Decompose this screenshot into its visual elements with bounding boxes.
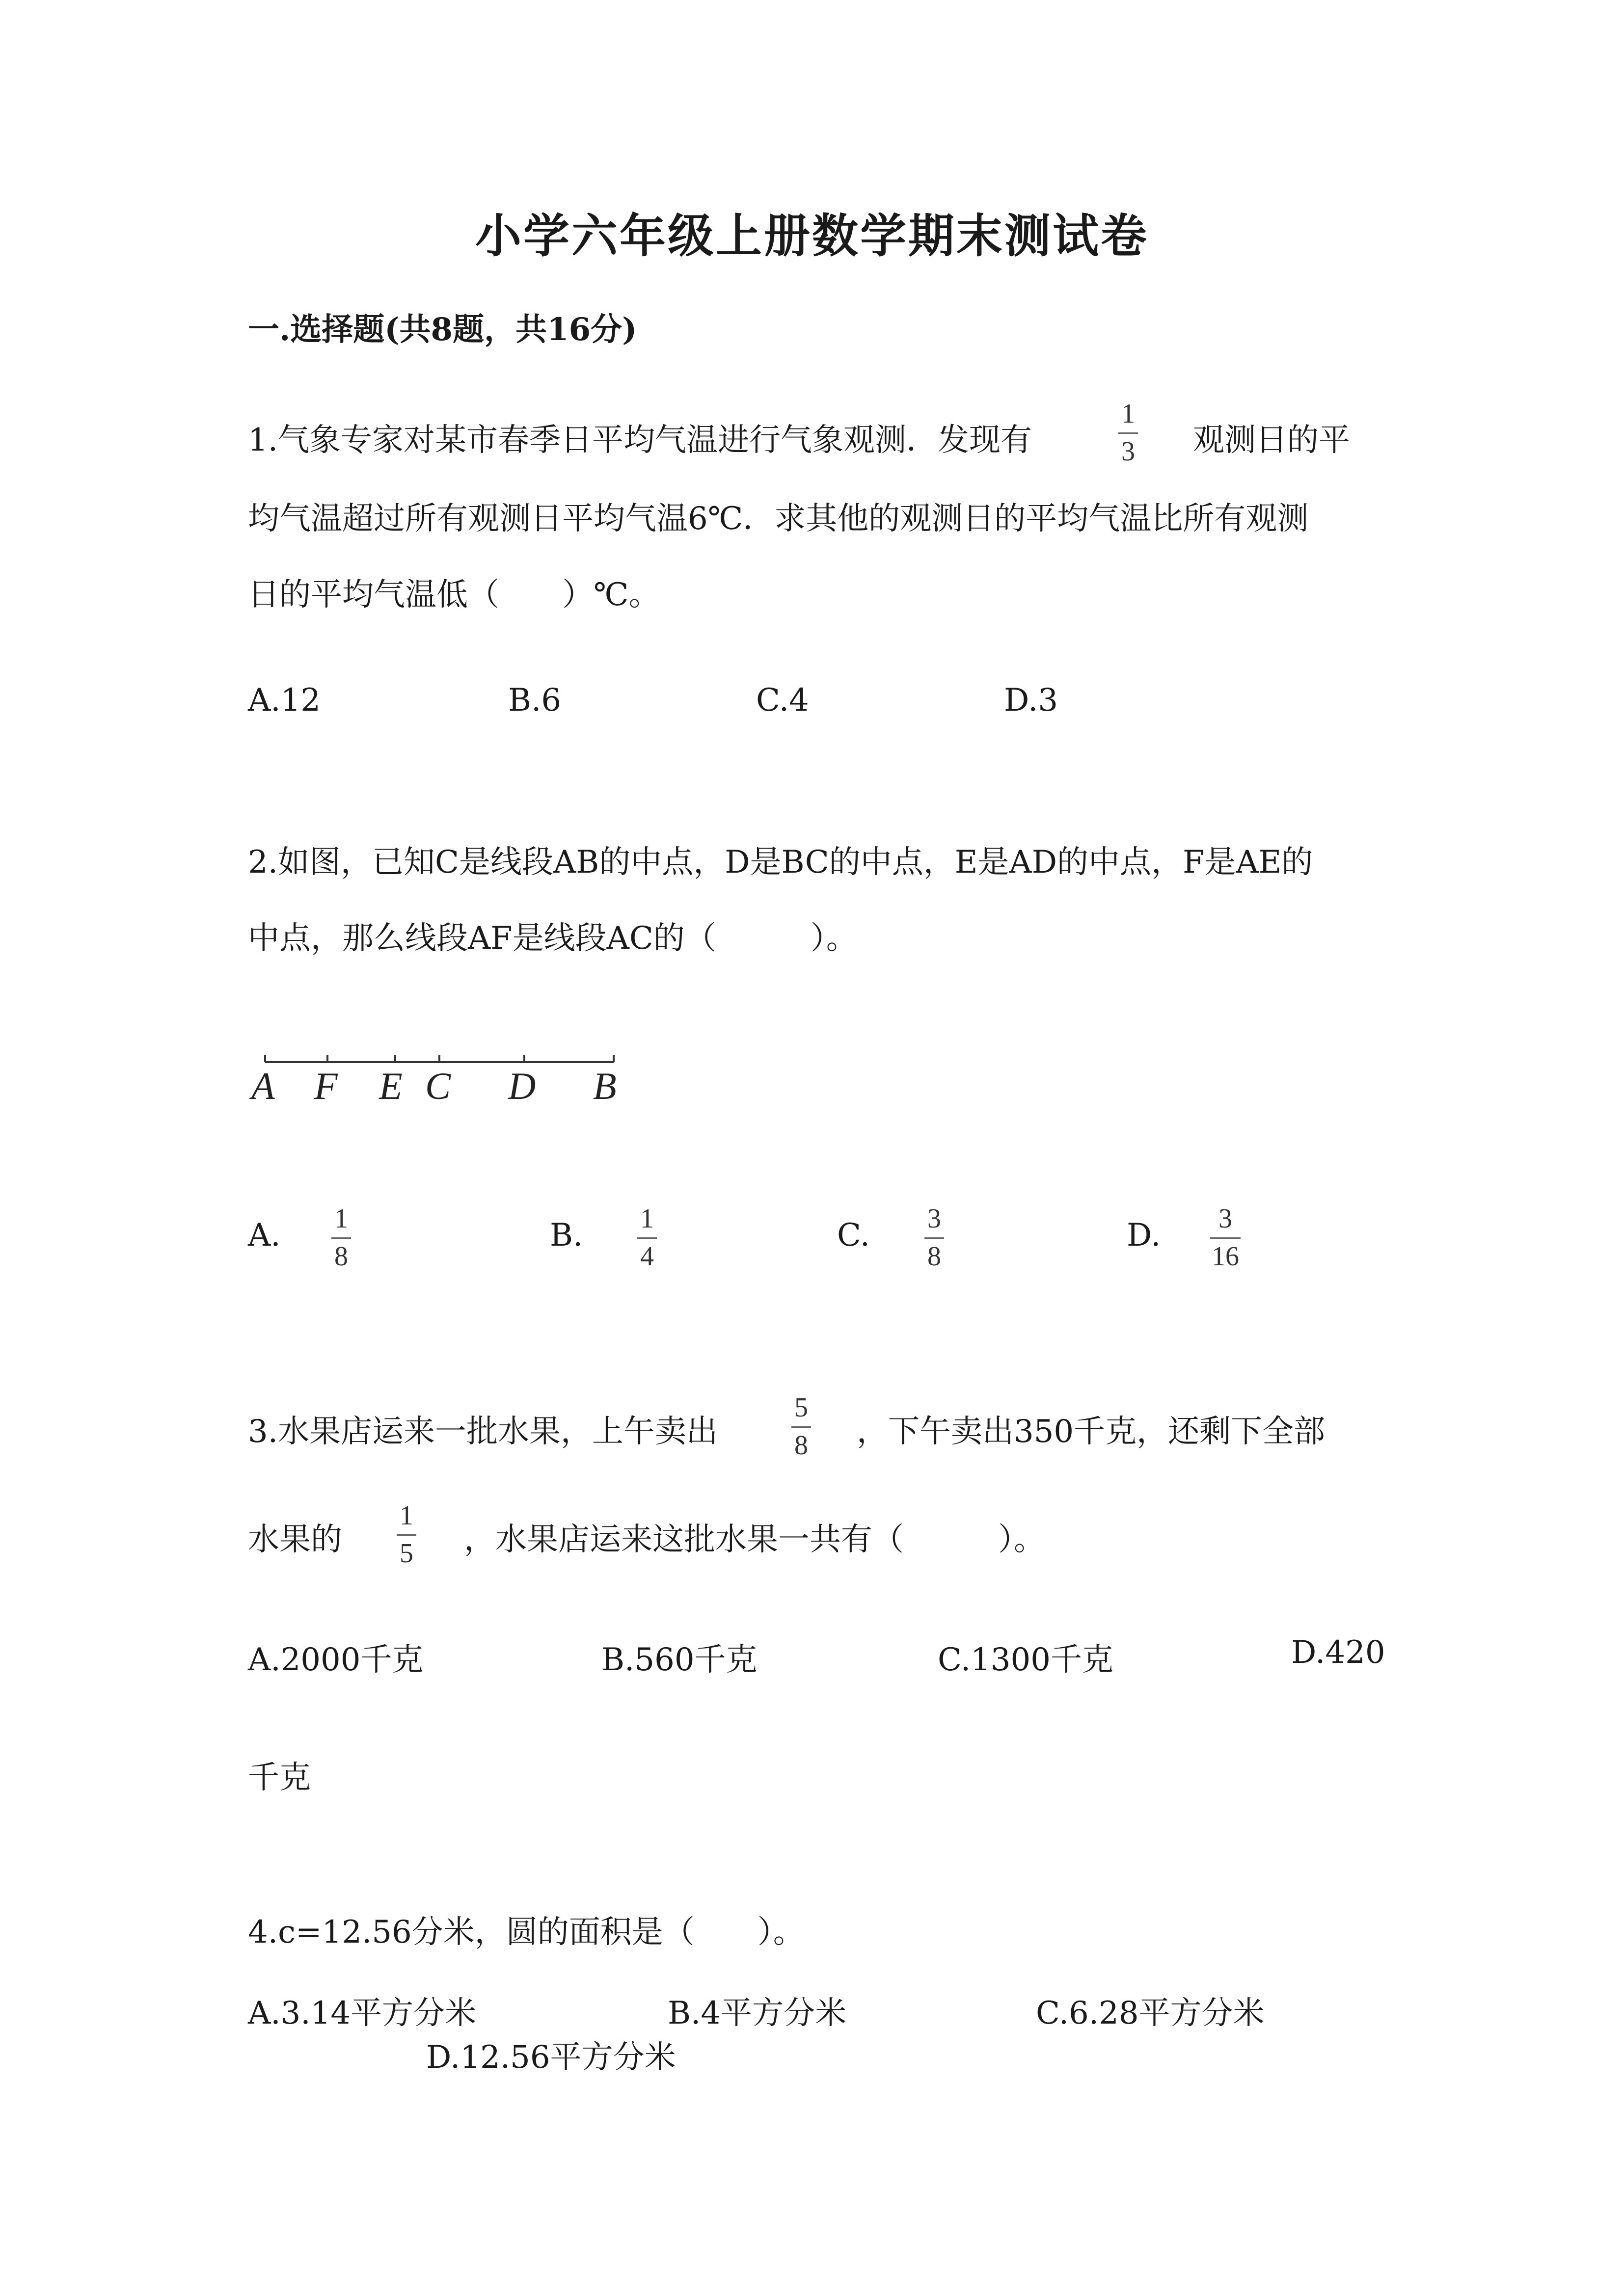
q2-line2: 中点，那么线段AF是线段AC的（ ）。 [248,920,858,957]
fraction-numerator: 1 [640,1203,654,1234]
fraction-bar [637,1237,657,1239]
q3-line1-a: 3.水果店运来一批水果，上午卖出 [248,1414,718,1450]
q3-line2-b: ，水果店运来这批水果一共有（ ）。 [464,1522,1045,1558]
q1-option-c[interactable]: C.4 [756,682,809,719]
q4-stem: 4.c=12.56分米，圆的面积是（ ）。 [248,1914,805,1950]
point-label-e: E [379,1065,403,1107]
q2-option-b-fraction [637,1205,657,1270]
fraction-bar [924,1237,944,1239]
q2-option-a-fraction [331,1205,351,1270]
q3-option-a[interactable]: A.2000千克 [248,1642,424,1678]
q2-option-b-label: B. [550,1217,583,1254]
fraction-denominator: 8 [794,1430,808,1461]
fraction-denominator: 4 [640,1241,654,1272]
fraction-numerator: 3 [1218,1203,1232,1234]
q4-option-d[interactable]: D.12.56平方分米 [426,2039,676,2076]
q3-option-b[interactable]: B.560千克 [601,1642,758,1678]
point-label-d: D [508,1065,536,1107]
q1-line1-a: 1.气象专家对某市春季日平均气温进行气象观测．发现有 [248,422,1032,458]
fraction-denominator: 16 [1212,1241,1239,1272]
q1-fraction [1118,400,1138,465]
fraction-bar [1210,1237,1241,1239]
fraction-numerator: 3 [927,1203,941,1234]
q2-line1: 2.如图，已知C是线段AB的中点，D是BC的中点，E是AD的中点，F是AE的 [248,844,1313,881]
fraction-bar [791,1426,811,1428]
fraction-denominator: 5 [400,1538,413,1569]
point-label-f: F [314,1065,338,1107]
page-title: 小学六年级上册数学期末测试卷 [475,209,1149,263]
q1-option-d[interactable]: D.3 [1004,682,1058,719]
point-label-a: A [251,1065,275,1107]
q3-option-d-continued: 千克 [248,1760,311,1796]
q1-fraction-numerator: 1 [1121,399,1135,429]
q4-option-c[interactable]: C.6.28平方分米 [1036,1995,1265,2031]
fraction-bar [397,1534,416,1536]
q1-option-b[interactable]: B.6 [508,682,562,719]
q1-line2: 均气温超过所有观测日平均气温6℃．求其他的观测日的平均气温比所有观测 [248,501,1309,537]
fraction-denominator: 8 [927,1241,941,1272]
point-label-b: B [593,1065,617,1107]
segment-diagram [255,1045,623,1065]
q3-line2-a: 水果的 [248,1522,342,1558]
q2-option-c-label: C. [837,1217,870,1254]
q1-line1-b: 观测日的平 [1193,422,1350,458]
section-heading: 一.选择题(共8题，共16分) [248,311,637,348]
fraction-bar [1118,432,1138,434]
q3-fraction-2 [397,1502,416,1567]
q2-option-d-fraction [1210,1205,1241,1270]
fraction-denominator: 8 [334,1241,348,1272]
fraction-numerator: 1 [400,1500,413,1531]
fraction-numerator: 1 [334,1203,348,1234]
q2-option-d-label: D. [1127,1217,1161,1254]
q1-option-a[interactable]: A.12 [248,682,321,719]
q3-fraction-1 [791,1394,811,1459]
point-label-c: C [425,1065,451,1107]
q4-option-a[interactable]: A.3.14平方分米 [248,1995,477,2031]
q3-line1-b: ，下午卖出350千克，还剩下全部 [857,1414,1326,1450]
q4-option-b[interactable]: B.4平方分米 [668,1995,847,2031]
fraction-bar [331,1237,351,1239]
q2-option-a-label: A. [248,1217,281,1254]
q3-option-d[interactable]: D.420 [1291,1634,1385,1671]
fraction-numerator: 5 [794,1392,808,1423]
q3-option-c[interactable]: C.1300千克 [938,1642,1113,1678]
q1-fraction-denominator: 3 [1121,436,1135,467]
q1-line3: 日的平均气温低（ ）℃。 [248,577,660,613]
q2-option-c-fraction [924,1205,944,1270]
